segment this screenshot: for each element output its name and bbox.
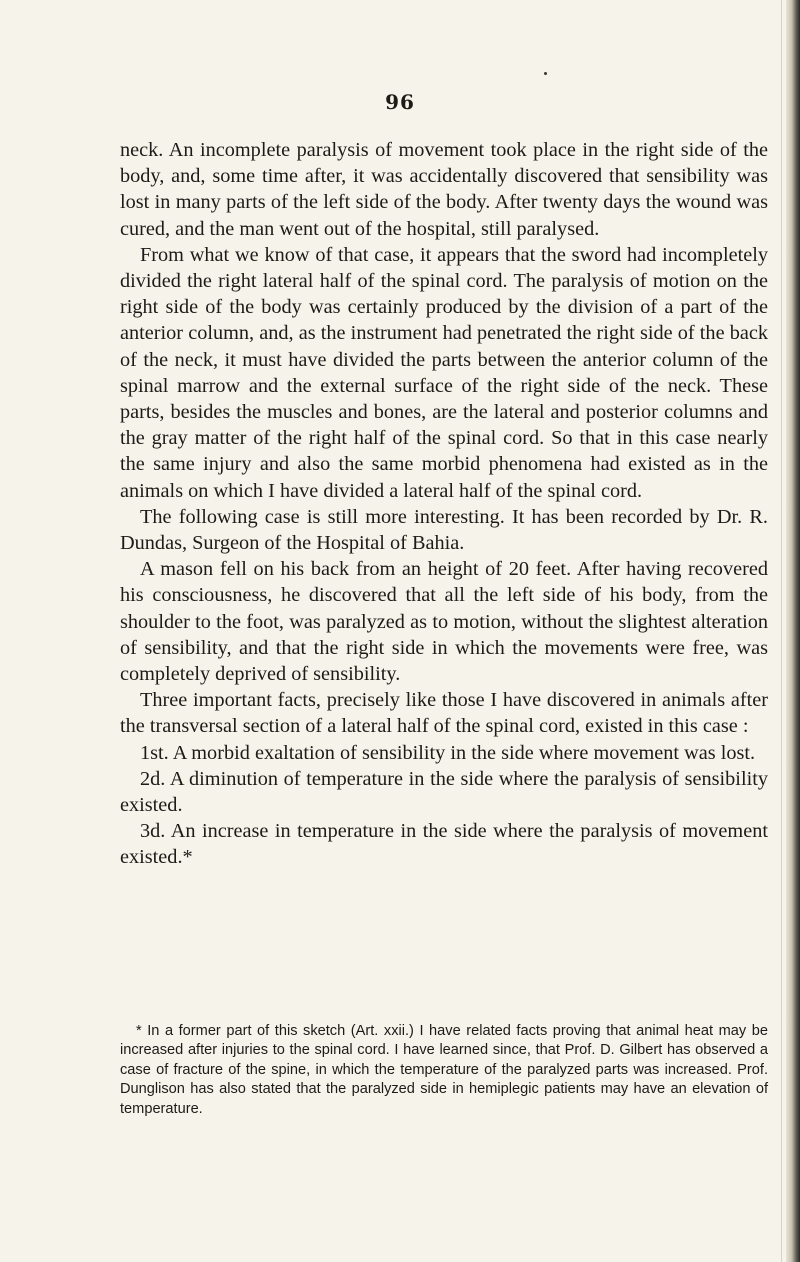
paragraph-fact-1: 1st. A morbid exaltation of sensibility in the side where movement was lost. xyxy=(140,741,756,764)
paragraph-fact-3: 3d. An increase in temperature in the side where the paralysis of movement existed.* xyxy=(120,820,768,869)
page-edge-line xyxy=(781,0,782,1262)
body-text xyxy=(120,137,768,871)
paragraph-dundas-intro: The following case is still more interesting. It has been recorded by Dr. R. Dundas, Surgeon of the Hospital of Bahia. xyxy=(120,505,768,555)
paragraph-continuation: neck. An incomplete paralysis of movement took place in the right side of the body, and, some time after, it was accidentally discovered that sensibility was lost in many parts of the left side of the body. After twenty days the wound was cured, and the man went out of the hospital, still paralysed. xyxy=(120,139,768,240)
footnote: * In a former part of this sketch (Art. xxii.) I have related facts proving that animal heat may be increased after injuries to the spinal cord. I have learned since, that Prof. D. Gilbert has observed a case of fracture of the spine, in which the temperature of the paralyzed parts was increased. Prof. Dunglison has also stated that the paralyzed side in hemiplegic patients may have an elevation of temperature. xyxy=(120,1023,768,1117)
paragraph-mason-case: A mason fell on his back from an height of 20 feet. After having recovered his consciousness, he discovered that all the left side of his body, from the shoulder to the foot, was paralyzed as to motion, without the slightest alteration of sensibility, and that the right side in which the movements were free, was completely deprived of sensibility. xyxy=(120,558,768,686)
paragraph-three-facts: Three important facts, precisely like those I have discovered in animals after the transversal section of a lateral half of the spinal cord, existed in this case : xyxy=(120,689,768,738)
paragraph-fact-2: 2d. A diminution of temperature in the side where the paralysis of sensibility existed. xyxy=(120,767,768,817)
page-edge-shadow xyxy=(786,0,800,1262)
page-number: 96 xyxy=(385,90,415,114)
paragraph-sword-case: From what we know of that case, it appears that the sword had incompletely divided the right lateral half of the spinal cord. The paralysis of motion on the right side of the body was certainly produced by the division of a part of the anterior column, and, as the instrument had penetrated the right side of the back of the neck, it must have divided the parts between the anterior column of the spinal marrow and the external surface of the right side of the neck. These parts, besides the muscles and bones, are the lateral and posterior columns and the gray matter of the right half of the spinal cord. So that in this case nearly the same injury and also the same morbid phenomena had existed as in the animals on which I have divided a lateral half of the spinal cord. xyxy=(120,243,768,502)
ink-speck xyxy=(544,72,547,75)
